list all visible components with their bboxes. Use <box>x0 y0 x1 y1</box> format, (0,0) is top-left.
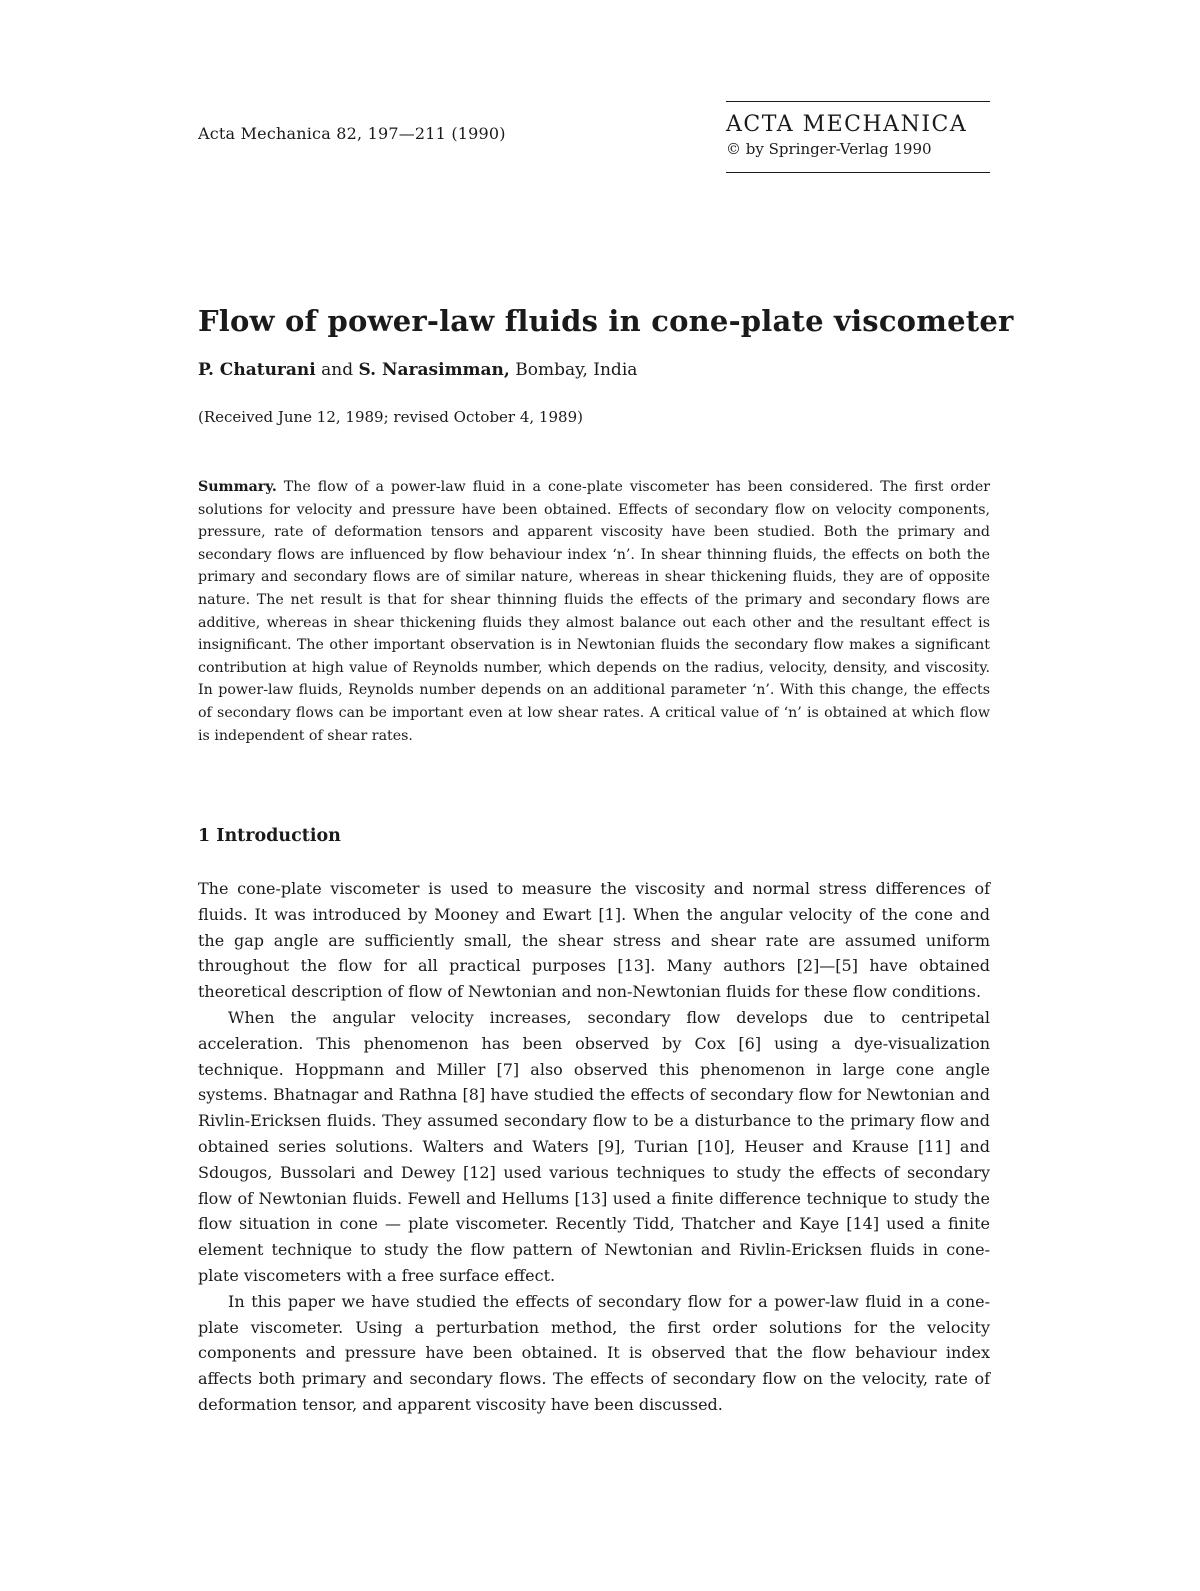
received-dates: (Received June 12, 1989; revised October 4, 1989) <box>198 408 583 426</box>
summary-text: The flow of a power-law fluid in a cone-plate viscometer has been considered. The first order solutions for velocity and pressure have been obtained. Effects of secondary flow on velocity components, pressure, rate of deformation tensors and apparent viscosity have been studied. Both the primary and secondary flows are influenced by flow behaviour index ‘n’. In shear thinning fluids, the effects on both the primary and secondary flows are of similar nature, whereas in shear thickening fluids, they are of opposite nature. The net result is that for shear thinning fluids the effects of the primary and secondary flows are additive, whereas in shear thickening fluids they almost balance out each other and the resultant effect is insignificant. The other important observation is in Newtonian fluids the secondary flow makes a significant contribution at high value of Reynolds number, which depends on the radius, velocity, density, and viscosity. In power-law fluids, Reynolds number depends on an additional parameter ‘n’. With this change, the effects of secondary flows can be important even at low shear rates. A critical value of ‘n’ is obtained at which flow is independent of shear rates. <box>198 479 990 744</box>
journal-copyright: © by Springer-Verlag 1990 <box>726 140 932 158</box>
journal-reference: Acta Mechanica 82, 197—211 (1990) <box>198 124 506 143</box>
body-paragraph: In this paper we have studied the effects of secondary flow for a power-law fluid in a cone-plate viscometer. Using a perturbation method, the first order solutions for the velocity components and pressure have been obtained. It is observed that the flow behaviour index affects both primary and secondary flows. The effects of secondary flow on the velocity, rate of deformation tensor, and apparent viscosity have been discussed. <box>198 1291 990 1414</box>
journal-masthead <box>726 101 990 173</box>
summary-abstract <box>198 476 990 747</box>
summary-label: Summary. <box>198 479 277 495</box>
author-name: P. Chaturani <box>198 360 316 380</box>
section-heading: 1 Introduction <box>198 826 341 846</box>
introduction-body <box>198 876 990 1418</box>
body-paragraph: When the angular velocity increases, secondary flow develops due to centripetal acceleration. This phenomenon has been observed by Cox [6] using a dye-visualization technique. Hoppmann and Miller [7] also observed this phenomenon in large cone angle systems. Bhatnagar and Rathna [8] have studied the effects of secondary flow for Newtonian and Rivlin-Ericksen fluids. They assumed secondary flow to be a disturbance to the primary flow and obtained series solutions. Walters and Waters [9], Turian [10], Heuser and Krause [11] and Sdougos, Bussolari and Dewey [12] used various techniques to study the effects of secondary flow of Newtonian fluids. Fewell and Hellums [13] used a finite difference technique to study the flow situation in cone — plate viscometer. Recently Tidd, Thatcher and Kaye [14] used a finite element technique to study the flow pattern of Newtonian and Rivlin-Ericksen fluids in cone-plate viscometers with a free surface effect. <box>198 1007 990 1285</box>
author-joiner: and <box>315 360 359 380</box>
body-paragraph: The cone-plate viscometer is used to measure the viscosity and normal stress differences of fluids. It was introduced by Mooney and Ewart [1]. When the angular velocity of the cone and the gap angle are sufficiently small, the shear stress and shear rate are assumed uniform throughout the flow for all practical purposes [13]. Many authors [2]—[5] have obtained theoretical description of flow of Newtonian and non-Newtonian fluids for these flow conditions. <box>198 879 990 1002</box>
article-title: Flow of power-law fluids in cone-plate viscometer <box>198 304 1014 338</box>
author-name: S. Narasimman, <box>358 360 510 380</box>
author-affiliation: Bombay, India <box>509 360 638 380</box>
author-line <box>198 360 637 380</box>
journal-name: ACTA MECHANICA <box>726 112 968 137</box>
